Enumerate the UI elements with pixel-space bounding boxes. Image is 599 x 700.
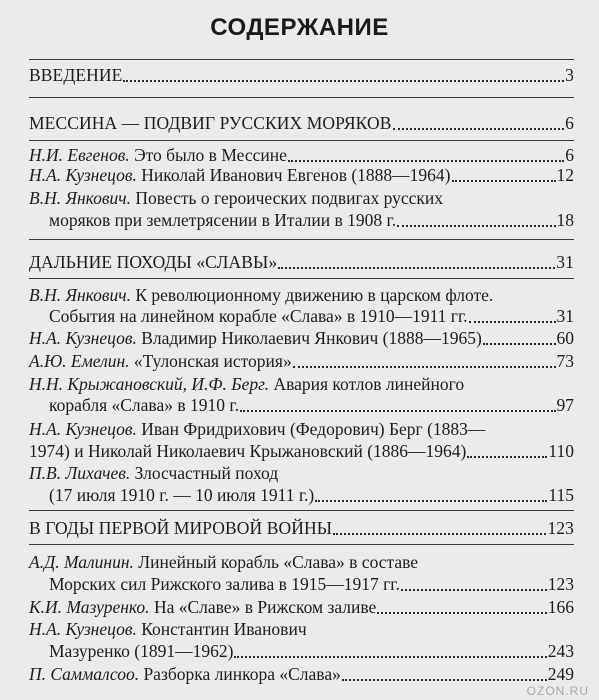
leader-dots	[234, 656, 546, 658]
entry-title: моряков при землетрясении в Италии в 1908 г.	[49, 210, 397, 230]
divider	[29, 140, 574, 141]
toc-intro[interactable]	[29, 64, 574, 86]
entry-author: В.Н. Янкович.	[29, 285, 131, 305]
divider	[29, 510, 574, 511]
toc-entry-continuation[interactable]	[49, 394, 574, 416]
toc-entry[interactable]	[29, 284, 574, 306]
leader-dots	[333, 533, 546, 535]
toc-entry-continuation[interactable]	[29, 440, 574, 462]
toc-entry[interactable]	[29, 187, 574, 209]
section-title-slava[interactable]: ДАЛЬНИЕ ПОХОДЫ «СЛАВЫ» 31	[29, 252, 574, 272]
leader-dots	[240, 410, 556, 412]
leader-dots	[401, 589, 547, 591]
intro-page: 3	[565, 65, 574, 85]
toc-entry[interactable]	[29, 144, 574, 166]
leader-dots	[342, 679, 547, 681]
entry-title: Повесть о героических подвигах русских	[135, 188, 443, 208]
entry-page: 31	[556, 306, 574, 326]
entry-title: Это было в Мессине	[134, 145, 287, 165]
entry-title: Николай Иванович Евгенов (1888—1964)	[141, 165, 451, 185]
toc-entry[interactable]	[29, 350, 574, 372]
entry-author: В.Н. Янкович.	[29, 188, 131, 208]
entry-page: 123	[547, 574, 574, 594]
leader-dots	[393, 128, 565, 130]
entry-title: 1974) и Николай Николаевич Крыжановский (1886—1964)	[29, 441, 467, 461]
divider	[29, 544, 574, 545]
entry-title: Мазуренко (1891—1962)	[49, 641, 234, 661]
entry-author: К.И. Мазуренко.	[29, 597, 150, 617]
entry-author: А.Д. Малинин.	[29, 552, 134, 572]
leader-dots	[123, 80, 564, 82]
entry-author: Н.А. Кузнецов.	[29, 328, 137, 348]
entry-title: Владимир Николаевич Янкович (1888—1965)	[141, 328, 482, 348]
leader-dots	[315, 500, 547, 502]
entry-title: На «Славе» в Рижском заливе	[153, 597, 377, 617]
section-title-ww1[interactable]: В ГОДЫ ПЕРВОЙ МИРОВОЙ ВОЙНЫ 123	[29, 518, 574, 538]
entry-page: 115	[548, 485, 574, 505]
page-title: СОДЕРЖАНИЕ	[210, 14, 389, 41]
section-title-messina[interactable]: МЕССИНА — ПОДВИГ РУССКИХ МОРЯКОВ 6	[29, 113, 574, 133]
entry-title: Константин Иванович	[141, 619, 307, 639]
entry-title: К революционному движению в царском флоте.	[135, 285, 494, 305]
entry-page: 18	[556, 210, 574, 230]
leader-dots	[288, 160, 564, 162]
leader-dots	[483, 343, 556, 345]
entry-author: П. Саммалсоо.	[29, 664, 140, 684]
entry-page: 97	[556, 395, 574, 415]
entry-author: Н.И. Евгенов.	[29, 145, 130, 165]
entry-author: Н.А. Кузнецов.	[29, 619, 137, 639]
entry-page: 110	[548, 441, 574, 461]
entry-title: корабля «Слава» в 1910 г.	[49, 395, 239, 415]
entry-author: П.В. Лихачев.	[29, 463, 131, 483]
toc-entry[interactable]	[29, 373, 574, 395]
leader-dots	[278, 267, 555, 269]
toc-entry-continuation[interactable]	[49, 573, 574, 595]
leader-dots	[469, 321, 556, 323]
entry-title: Разборка линкора «Слава»	[143, 664, 341, 684]
entry-author: А.Ю. Емелин.	[29, 351, 130, 371]
entry-page: 60	[556, 328, 574, 348]
divider	[29, 239, 574, 240]
toc-entry[interactable]	[29, 551, 574, 573]
entry-title: Злосчастный поход	[134, 463, 279, 483]
divider	[29, 97, 574, 98]
toc-entry-continuation[interactable]	[49, 305, 574, 327]
entry-title: «Тулонская история»	[133, 351, 292, 371]
toc-entry[interactable]	[29, 164, 574, 186]
divider	[29, 278, 574, 279]
toc-entry[interactable]	[29, 663, 574, 685]
entry-author: Н.А. Кузнецов.	[29, 165, 137, 185]
leader-dots	[452, 180, 556, 182]
entry-author: Н.А. Кузнецов.	[29, 419, 137, 439]
intro-title: ВВЕДЕНИЕ	[29, 65, 123, 85]
entry-title: Морских сил Рижского залива в 1915—1917 гг.	[49, 574, 400, 594]
toc-entry[interactable]	[29, 327, 574, 349]
entry-page: 73	[556, 351, 574, 371]
entry-title: События на линейном корабле «Слава» в 1910—1911 гг.	[49, 306, 468, 326]
entry-page: 12	[556, 165, 574, 185]
leader-dots	[397, 225, 555, 227]
toc-entry-continuation[interactable]	[49, 209, 574, 231]
divider	[29, 59, 574, 60]
entry-author: Н.Н. Крыжановский, И.Ф. Берг.	[29, 374, 270, 394]
entry-title: Авария котлов линейного	[273, 374, 465, 394]
entry-title: Иван Фридрихович (Федорович) Берг (1883—	[141, 419, 486, 439]
entry-page: 166	[547, 597, 574, 617]
leader-dots	[293, 366, 556, 368]
toc-entry[interactable]	[29, 462, 574, 484]
entry-page: 249	[547, 664, 574, 684]
watermark: OZON.RU	[526, 684, 589, 698]
leader-dots	[377, 612, 546, 614]
entry-page: 243	[547, 641, 574, 661]
leader-dots	[467, 456, 547, 458]
entry-title: (17 июля 1910 г. — 10 июля 1911 г.)	[49, 485, 315, 505]
entry-page: 6	[565, 145, 574, 165]
toc-entry[interactable]	[29, 618, 574, 640]
toc-entry[interactable]	[29, 418, 574, 440]
toc-entry-continuation[interactable]	[49, 484, 574, 506]
toc-entry[interactable]	[29, 596, 574, 618]
toc-entry-continuation[interactable]	[49, 640, 574, 662]
entry-title: Линейный корабль «Слава» в составе	[138, 552, 419, 572]
